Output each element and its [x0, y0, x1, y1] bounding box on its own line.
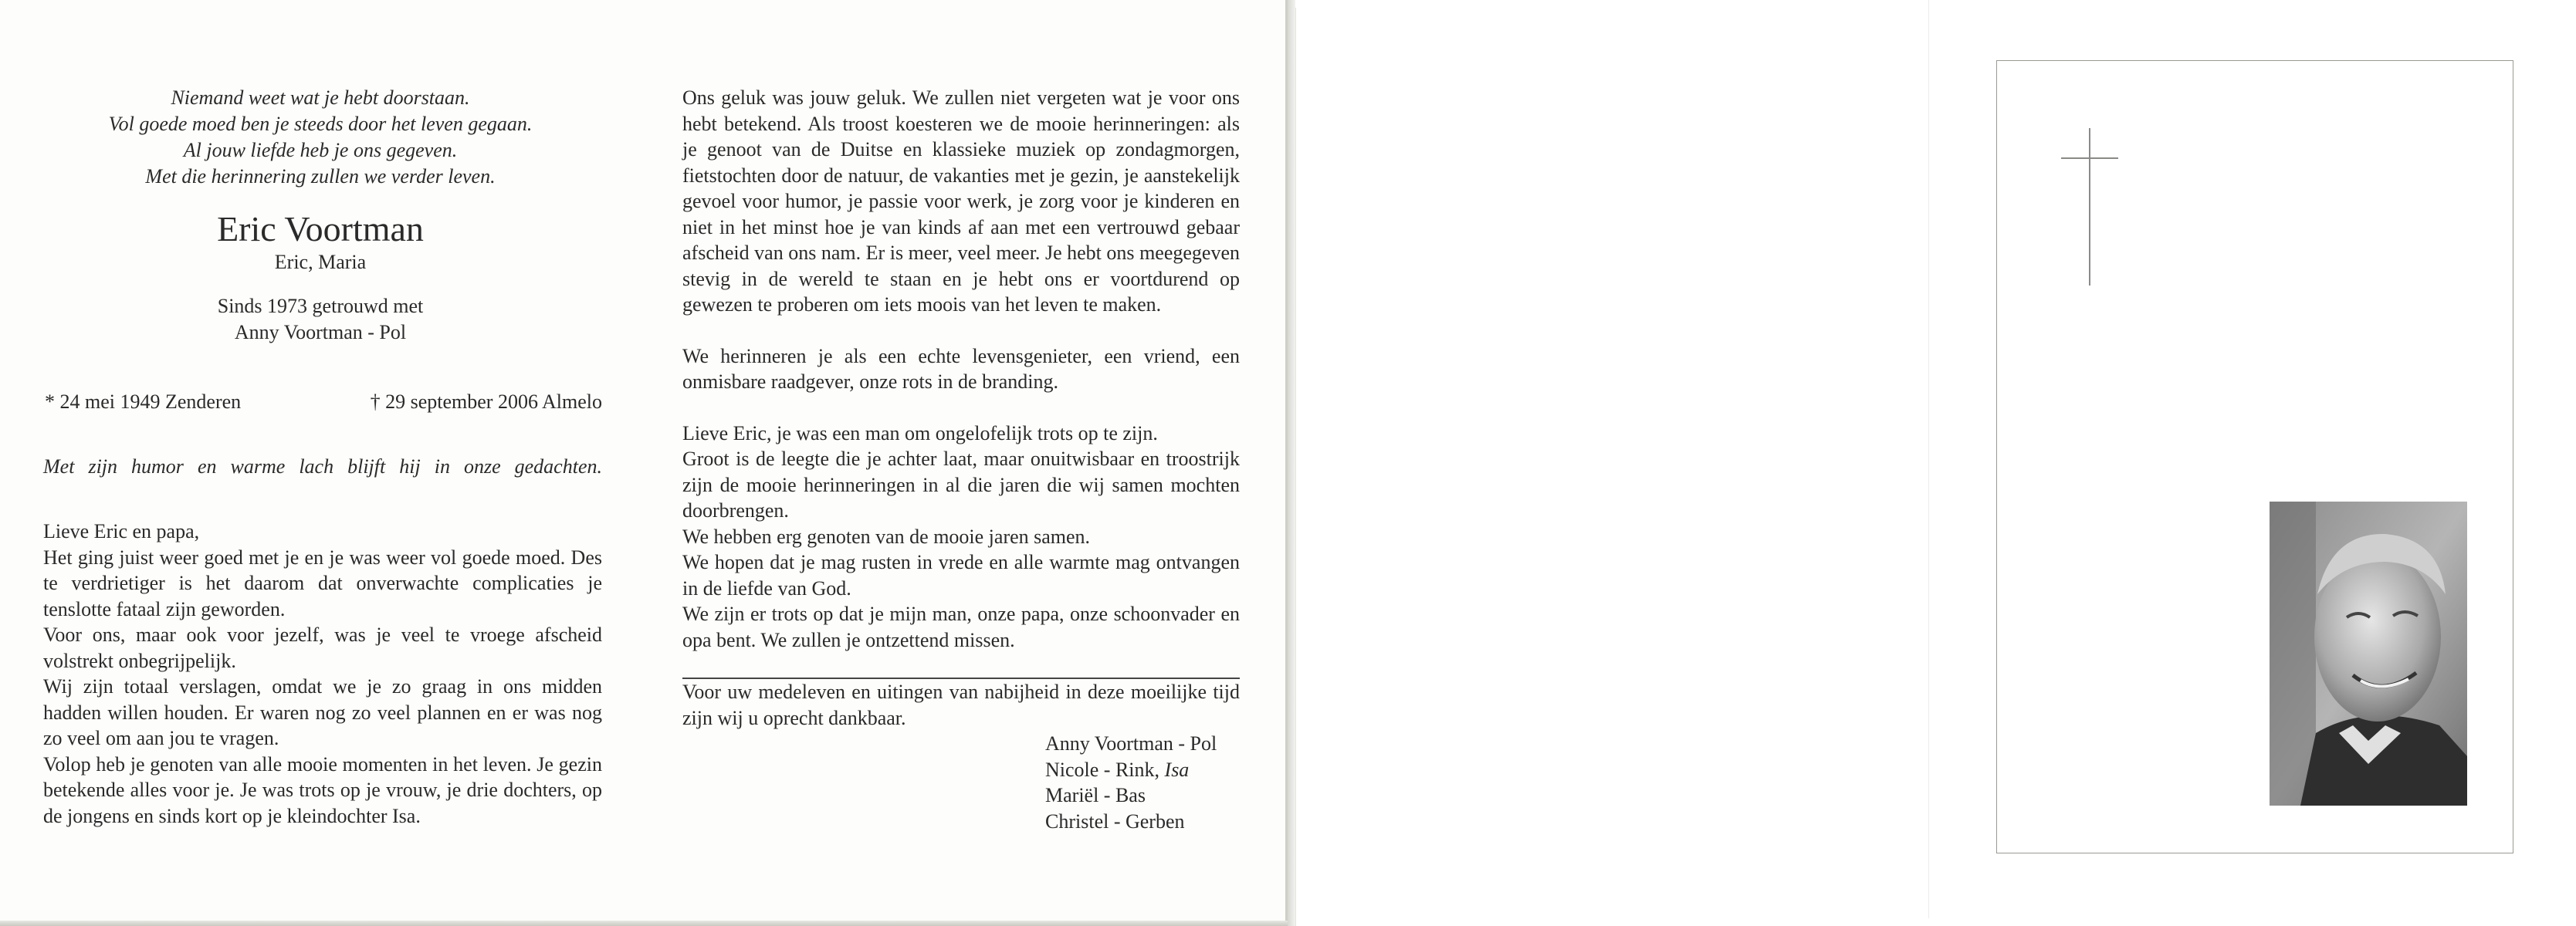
page-bottom-edge	[0, 921, 1288, 926]
farewell-paragraph	[682, 421, 1240, 654]
life-dates	[39, 390, 602, 417]
memory-paragraph: Ons geluk was jouw geluk. We zullen niet vergeten wat je voor ons hebt betekend. Als troost koesteren we de mooie herinneringen: als je genoot van de Duitse en klassieke muziek op zondagmorgen, fietstochten door de natuur, de vakanties met je gezin, je aanstekelijk gevoel voor humor, je passie voor werk, je zorg voor je kinderen en niet in het minst hoe je van kinds af aan met een vertrouwd gebaar afscheid van ons nam. Er is meer, veel meer. Je hebt ons meegegeven stevig in de wereld te staan en je hebt ons er voortdurend op gewezen te proberen om iets moois van het leven te maken.	[682, 86, 1240, 316]
motto: Met zijn humor en warme lach blijft hij in onze gedachten.	[43, 455, 602, 478]
signer: Anny Voortman - Pol	[1045, 732, 1217, 755]
poem	[39, 85, 602, 190]
poem-line: Niemand weet wat je hebt doorstaan.	[171, 86, 470, 109]
portrait-photo	[2270, 502, 2467, 806]
signer-grandchild: Isa	[1164, 758, 1190, 781]
thanks-text: Voor uw medeleven en uitingen van nabijheid in deze moeilijke tijd zijn wij u oprecht dankbaar.	[682, 681, 1240, 729]
death-date: † 29 september 2006 Almelo	[370, 390, 602, 413]
poem-line: Vol goede moed ben je steeds door het leven gegaan.	[108, 113, 533, 135]
signer	[1045, 757, 1240, 783]
letter-paragraph: Het ging juist weer goed met je en je was weer vol goede moed. Des te verdrietiger is het daarom dat onverwachte complicaties je tenslotte fataal zijn geworden.	[43, 546, 602, 620]
signer: Mariël - Bas	[1045, 784, 1146, 806]
marriage-line: Sinds 1973 getrouwd met	[217, 295, 424, 317]
signer: Christel - Gerben	[1045, 809, 1185, 833]
signers	[1045, 731, 1240, 834]
farewell-line: We hebben erg genoten van de mooie jaren samen.	[682, 525, 1091, 548]
right-page-fold	[1928, 0, 1929, 918]
deceased-name: Eric Voortman	[217, 209, 424, 248]
given-names: Eric, Maria	[274, 251, 367, 273]
right-column	[682, 85, 1240, 834]
left-column	[39, 85, 602, 829]
cross-icon	[2089, 128, 2090, 286]
letter-paragraph: Volop heb je genoten van alle mooie momenten in het leven. Je gezin betekende alles voor je. Je was trots op je vrouw, je drie dochters, op de jongens en sinds kort op je kleindochter Isa.	[43, 752, 602, 827]
signer-names: Nicole - Rink,	[1045, 758, 1165, 781]
birth-date: * 24 mei 1949 Zenderen	[45, 390, 242, 413]
letter-paragraph: Voor ons, maar ook voor jezelf, was je veel te vroege afscheid volstrekt onbegrijpelijk.	[43, 624, 602, 672]
letter-salutation: Lieve Eric en papa,	[43, 520, 200, 542]
letter-paragraph: Wij zijn totaal verslagen, omdat we je zo graag in ons midden hadden willen houden. Er waren nog zo veel plannen en er was nog zo veel om aan jou te vragen.	[43, 675, 602, 749]
farewell-line: We zijn er trots op dat je mijn man, onze papa, onze schoonvader en opa bent. We zullen je ontzettend missen.	[682, 603, 1240, 651]
farewell-line: Groot is de leegte die je achter laat, maar onuitwisbaar en troostrijk zijn de mooie herinneringen in al die jaren die wij samen mochten doorbrengen.	[682, 448, 1240, 522]
poem-line: Met die herinnering zullen we verder leven.	[145, 165, 496, 188]
spouse-name: Anny Voortman - Pol	[234, 321, 407, 343]
card-fold-shadow	[1288, 0, 1295, 926]
memory-paragraph: We herinneren je als een echte levensgenieter, een vriend, een onmisbare raadgever, onze rots in de branding.	[682, 344, 1240, 393]
cross-icon-bar	[2061, 157, 2118, 159]
farewell-line: We hopen dat je mag rusten in vrede en alle warmte mag ontvangen in de liefde van God.	[682, 551, 1240, 600]
farewell-line: Lieve Eric, je was een man om ongelofelijk trots op te zijn.	[682, 421, 1158, 444]
letter-text	[39, 519, 602, 829]
poem-line: Al jouw liefde heb je ons gegeven.	[183, 139, 458, 161]
marriage-info	[39, 293, 602, 346]
